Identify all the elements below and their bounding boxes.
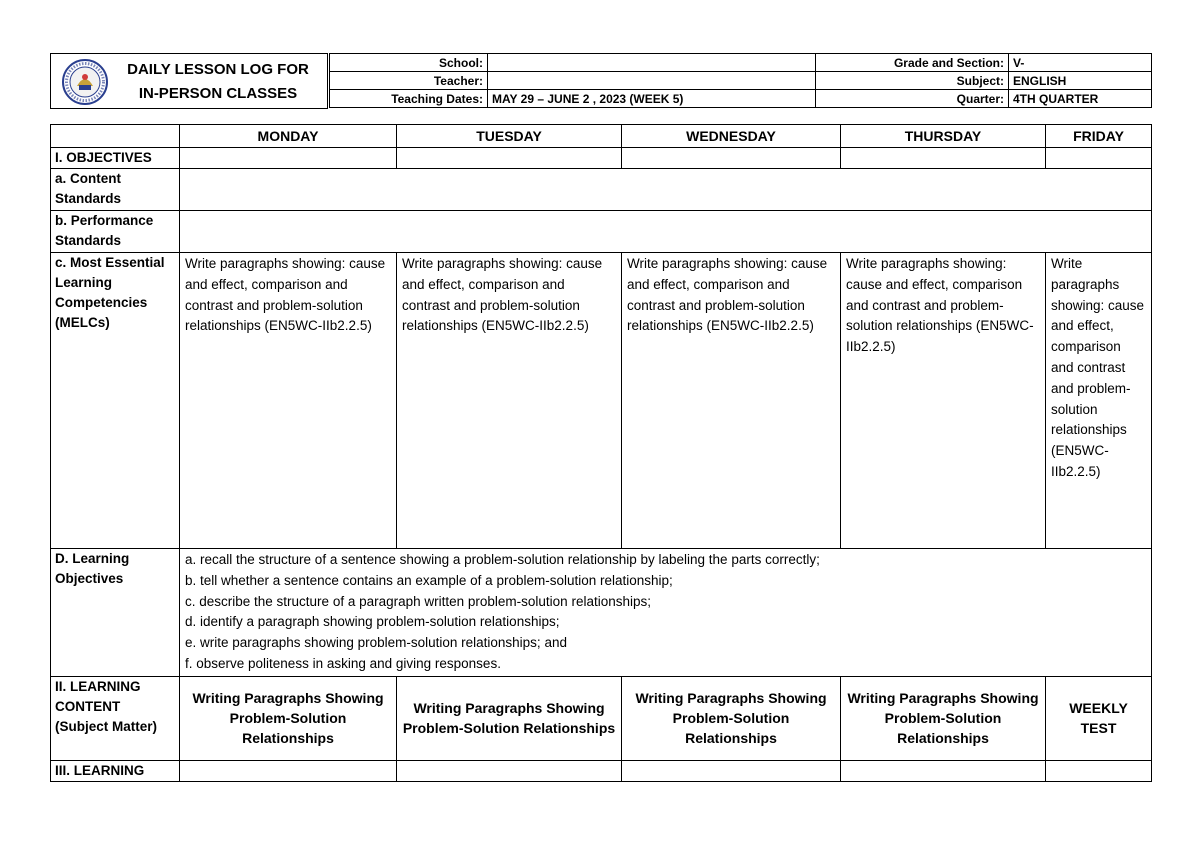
objective-a: a. recall the structure of a sentence showing a problem-solution relationship by labeling the parts correctly; [185, 552, 820, 567]
day-header-tuesday: TUESDAY [397, 125, 622, 148]
objectives-row [51, 148, 1152, 169]
title-box [50, 53, 328, 109]
teacher-label: Teacher: [330, 72, 488, 90]
objective-b: b. tell whether a sentence contains an example of a problem-solution relationship; [185, 572, 673, 588]
teacher-field[interactable] [488, 72, 816, 90]
subject-matter-label: (Subject Matter) [55, 718, 158, 734]
topic-friday-weekly-test[interactable]: WEEKLY TEST [1046, 676, 1152, 760]
cell-tuesday[interactable] [397, 760, 622, 781]
cell-wednesday[interactable] [622, 148, 841, 169]
row-label-objectives: I. OBJECTIVES [51, 148, 180, 169]
cell-friday[interactable] [1046, 148, 1152, 169]
header-row-teacher [330, 72, 1152, 90]
topic-monday[interactable]: Writing Paragraphs Showing Problem-Solution Relationships [180, 676, 397, 760]
row-label-learning-objectives: D. Learning Objectives [51, 549, 180, 677]
day-header-thursday: THURSDAY [841, 125, 1046, 148]
content-standards-row [51, 169, 1152, 211]
learning-content-row [51, 676, 1152, 760]
school-field[interactable] [488, 54, 816, 72]
grade-section-field[interactable]: V- [1009, 54, 1152, 72]
objective-c: c. describe the structure of a paragraph written problem-solution relationships; [185, 593, 651, 609]
topic-tuesday[interactable]: Writing Paragraphs Showing Problem-Solution Relationships [397, 676, 622, 760]
lesson-log-table [50, 124, 1152, 782]
row-label-learning-content [51, 676, 180, 760]
cell-monday[interactable] [180, 148, 397, 169]
deped-seal-icon [61, 58, 109, 106]
objective-e: e. write paragraphs showing problem-solution relationships; and [185, 635, 567, 651]
melc-monday[interactable]: Write paragraphs showing: cause and effect, comparison and contrast and problem-solution relationships (EN5WC-IIb2.2.5) [180, 253, 397, 549]
lesson-log-header [50, 53, 1151, 111]
school-label: School: [330, 54, 488, 72]
melc-thursday[interactable]: Write paragraphs showing: cause and effect, comparison and contrast and problem-solution relationships (EN5WC-IIb2.2.5) [841, 253, 1046, 549]
header-info-table [329, 53, 1152, 108]
cell-tuesday[interactable] [397, 148, 622, 169]
melc-friday[interactable]: Write paragraphs showing: cause and effect, comparison and contrast and problem-solution relationships (EN5WC-IIb2.2.5) [1046, 253, 1152, 549]
objective-f: f. observe politeness in asking and giving responses. [185, 655, 501, 671]
header-row-school [330, 54, 1152, 72]
page-title [113, 58, 323, 106]
day-header-friday: FRIDAY [1046, 125, 1152, 148]
performance-standards-row [51, 211, 1152, 253]
grade-section-label: Grade and Section: [816, 54, 1009, 72]
cell-thursday[interactable] [841, 148, 1046, 169]
subject-field[interactable]: ENGLISH [1009, 72, 1152, 90]
topic-thursday[interactable]: Writing Paragraphs Showing Problem-Solution Relationships [841, 676, 1046, 760]
objective-d: d. identify a paragraph showing problem-solution relationships; [185, 614, 560, 630]
cell-wednesday[interactable] [622, 760, 841, 781]
learning-resources-row [51, 760, 1152, 781]
day-header-monday: MONDAY [180, 125, 397, 148]
topic-wednesday[interactable]: Writing Paragraphs Showing Problem-Solution Relationships [622, 676, 841, 760]
row-label-performance-standards: b. Performance Standards [51, 211, 180, 253]
title-line-2: IN-PERSON CLASSES [138, 85, 298, 102]
row-label-melcs: c. Most Essential Learning Competencies (MELCs) [51, 253, 180, 549]
row-label-content-standards: a. Content Standards [51, 169, 180, 211]
day-header-wednesday: WEDNESDAY [622, 125, 841, 148]
cell-friday[interactable] [1046, 760, 1152, 781]
header-row-dates [330, 90, 1152, 108]
teaching-dates-label: Teaching Dates: [330, 90, 488, 108]
corner-cell [51, 125, 180, 148]
learning-objectives-row [51, 549, 1152, 677]
melc-tuesday[interactable]: Write paragraphs showing: cause and effect, comparison and contrast and problem-solution relationships (EN5WC-IIb2.2.5) [397, 253, 622, 549]
teaching-dates-field[interactable]: MAY 29 – JUNE 2 , 2023 (WEEK 5) [488, 90, 816, 108]
content-standards-cell[interactable] [180, 169, 1152, 211]
quarter-label: Quarter: [816, 90, 1009, 108]
melc-wednesday[interactable]: Write paragraphs showing: cause and effect, comparison and contrast and problem-solution relationships (EN5WC-IIb2.2.5) [622, 253, 841, 549]
subject-label: Subject: [816, 72, 1009, 90]
cell-monday[interactable] [180, 760, 397, 781]
melc-row [51, 253, 1152, 549]
row-label-learning-resources: III. LEARNING [51, 760, 180, 781]
quarter-field[interactable]: 4TH QUARTER [1009, 90, 1152, 108]
title-line-1: DAILY LESSON LOG FOR [127, 61, 309, 78]
performance-standards-cell[interactable] [180, 211, 1152, 253]
learning-content-label: II. LEARNING CONTENT [55, 678, 141, 714]
cell-thursday[interactable] [841, 760, 1046, 781]
learning-objectives-cell[interactable] [180, 549, 1152, 677]
day-header-row [51, 125, 1152, 148]
